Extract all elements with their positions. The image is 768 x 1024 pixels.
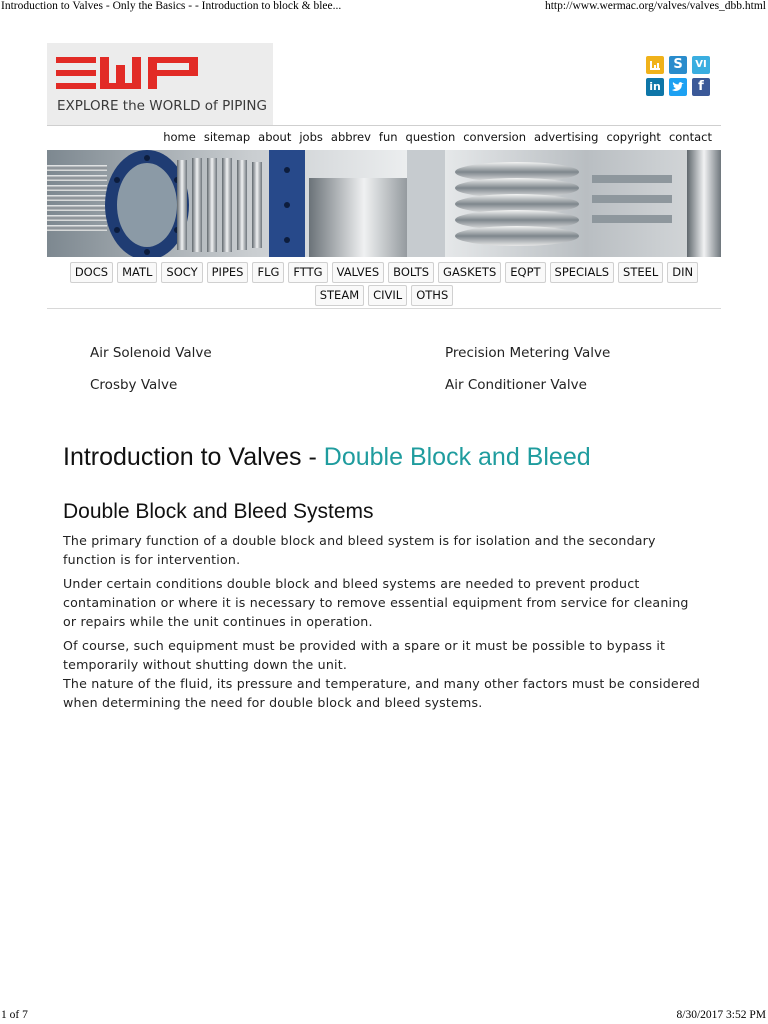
top-nav bbox=[155, 130, 712, 144]
paragraph-3-line-a: Of course, such equipment must be provided with a spare or it must be possible to bypass it temporarily without shutting down the unit. bbox=[63, 638, 666, 672]
banner-image bbox=[47, 150, 721, 257]
ewp-logo-icon bbox=[56, 57, 201, 89]
cat-steel[interactable]: STEEL bbox=[618, 262, 663, 283]
print-footer bbox=[0, 1009, 768, 1023]
nav-contact[interactable]: contact bbox=[668, 130, 712, 144]
cat-oths[interactable]: OTHS bbox=[411, 285, 453, 306]
nav-abbrev[interactable]: abbrev bbox=[330, 130, 371, 144]
blog-icon[interactable] bbox=[646, 56, 664, 74]
cat-fttg[interactable]: FTTG bbox=[288, 262, 327, 283]
nav-sitemap[interactable]: sitemap bbox=[203, 130, 251, 144]
site-logo[interactable] bbox=[47, 43, 273, 125]
cat-docs[interactable]: DOCS bbox=[70, 262, 113, 283]
section-divider bbox=[47, 308, 721, 309]
category-row-1 bbox=[47, 262, 721, 283]
print-header-title: Introduction to Valves - Only the Basics - - Introduction to block & blee... bbox=[1, 0, 342, 12]
cat-gaskets[interactable]: GASKETS bbox=[438, 262, 501, 283]
nav-fun[interactable]: fun bbox=[378, 130, 398, 144]
cat-specials[interactable]: SPECIALS bbox=[550, 262, 615, 283]
print-header bbox=[0, 0, 768, 14]
cat-valves[interactable]: VALVES bbox=[332, 262, 385, 283]
nav-question[interactable]: question bbox=[405, 130, 456, 144]
nav-copyright[interactable]: copyright bbox=[606, 130, 661, 144]
slideshare-icon[interactable] bbox=[669, 56, 687, 74]
nav-conversion[interactable]: conversion bbox=[463, 130, 527, 144]
cat-civil[interactable]: CIVIL bbox=[368, 285, 407, 306]
ad-link-precision-metering-valve[interactable]: Precision Metering Valve bbox=[445, 345, 611, 361]
page-title bbox=[63, 443, 591, 472]
cat-eqpt[interactable]: EQPT bbox=[505, 262, 545, 283]
print-footer-page: 1 of 7 bbox=[1, 1009, 28, 1021]
paragraph-3-line-b: The nature of the fluid, its pressure and temperature, and many other factors must be considered when determining the need for double block and bleed systems. bbox=[63, 676, 701, 710]
cat-socy[interactable]: SOCY bbox=[161, 262, 202, 283]
ad-link-air-solenoid-valve[interactable]: Air Solenoid Valve bbox=[90, 345, 212, 361]
paragraph-2: Under certain conditions double block and bleed systems are needed to prevent product contamination or where it is necessary to remove essential equipment from service for cleaning or repairs while the unit continues in operation. bbox=[63, 576, 689, 629]
cat-matl[interactable]: MATL bbox=[117, 262, 157, 283]
category-row-2 bbox=[47, 285, 721, 306]
vi-glyph: VI bbox=[695, 59, 707, 70]
slideshare-glyph: S bbox=[673, 57, 683, 72]
page-title-prefix: Introduction to Valves - bbox=[63, 443, 324, 471]
twitter-icon[interactable] bbox=[669, 78, 687, 96]
cat-flg[interactable]: FLG bbox=[252, 262, 284, 283]
facebook-glyph: f bbox=[698, 79, 704, 94]
facebook-icon[interactable] bbox=[692, 78, 710, 96]
nav-jobs[interactable]: jobs bbox=[299, 130, 323, 144]
ad-link-air-conditioner-valve[interactable]: Air Conditioner Valve bbox=[445, 377, 587, 393]
paragraph-3 bbox=[63, 636, 703, 712]
paragraph-1: The primary function of a double block and bleed system is for isolation and the secondary function is for intervention. bbox=[63, 533, 656, 567]
vi-icon[interactable] bbox=[692, 56, 710, 74]
section-heading: Double Block and Bleed Systems bbox=[63, 500, 374, 523]
cat-din[interactable]: DIN bbox=[667, 262, 698, 283]
ad-link-crosby-valve[interactable]: Crosby Valve bbox=[90, 377, 178, 393]
logo-tagline: EXPLORE the WORLD of PIPING bbox=[57, 98, 267, 114]
print-footer-datetime: 8/30/2017 3:52 PM bbox=[676, 1009, 766, 1021]
nav-advertising[interactable]: advertising bbox=[534, 130, 599, 144]
linkedin-glyph: in bbox=[649, 80, 661, 93]
cat-pipes[interactable]: PIPES bbox=[207, 262, 249, 283]
nav-about[interactable]: about bbox=[258, 130, 292, 144]
print-header-url: http://www.wermac.org/valves/valves_dbb.html bbox=[544, 0, 766, 12]
header-divider bbox=[47, 125, 721, 126]
linkedin-icon[interactable] bbox=[646, 78, 664, 96]
cat-steam[interactable]: STEAM bbox=[315, 285, 364, 306]
nav-home[interactable]: home bbox=[163, 130, 196, 144]
page-title-accent: Double Block and Bleed bbox=[323, 443, 591, 471]
cat-bolts[interactable]: BOLTS bbox=[388, 262, 434, 283]
